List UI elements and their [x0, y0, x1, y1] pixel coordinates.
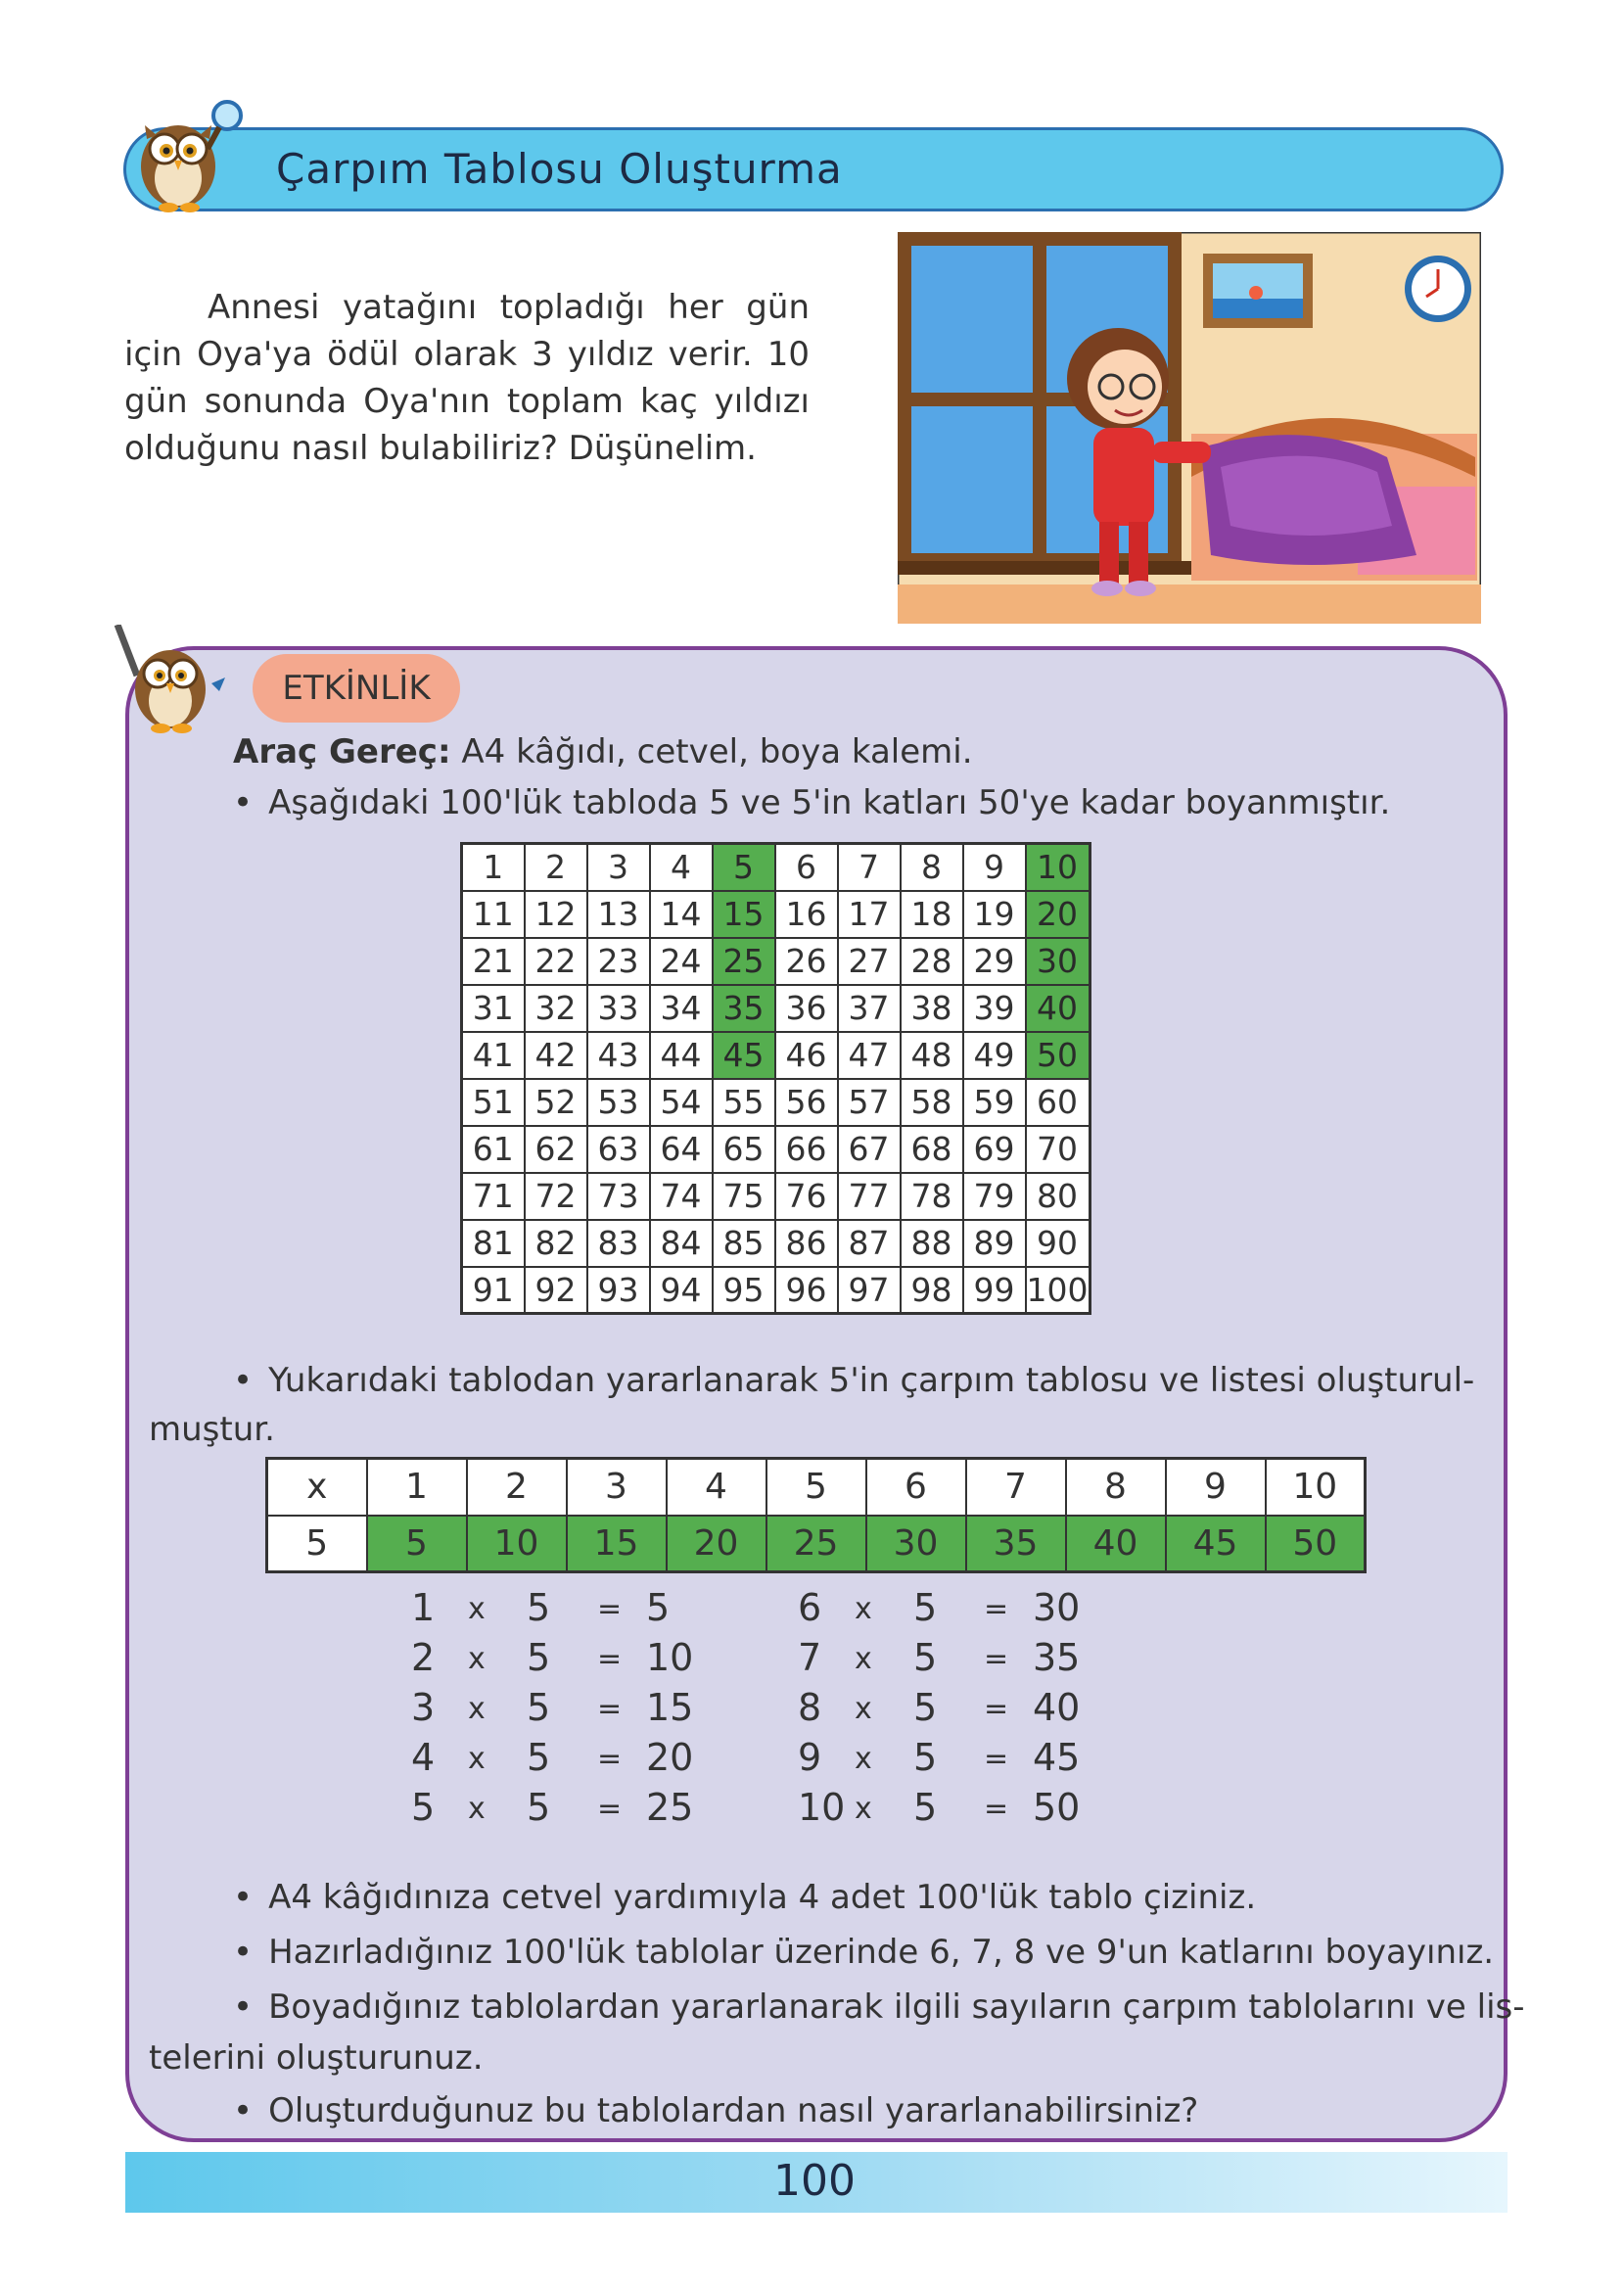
equation-factor: 7: [798, 1636, 822, 1679]
hundred-grid-cell: 68: [901, 1126, 963, 1173]
hundred-grid-cell: 87: [838, 1220, 901, 1267]
equals-symbol: =: [597, 1642, 623, 1676]
hundred-grid-row: [462, 1079, 1090, 1126]
hundred-grid-cell: 79: [963, 1173, 1026, 1220]
bullet-text: Yukarıdaki tablodan yararlanarak 5'in çarpım tablosu ve listesi oluşturul-: [268, 1361, 1475, 1400]
hundred-grid-cell: 38: [901, 985, 963, 1032]
multiplication-equation: [798, 1686, 1091, 1733]
equation-result: 40: [1033, 1686, 1081, 1729]
hundred-grid-cell: 70: [1026, 1126, 1090, 1173]
hundred-grid-cell: 47: [838, 1032, 901, 1079]
hundred-grid-cell: 82: [525, 1220, 587, 1267]
equation-factor: 5: [527, 1636, 551, 1679]
multiplication-equation: [411, 1586, 705, 1633]
hundred-grid-cell: 52: [525, 1079, 587, 1126]
times-table-header-cell: 3: [567, 1459, 667, 1516]
times-table-header-cell: 4: [667, 1459, 766, 1516]
times-table-result-cell: 45: [1166, 1516, 1266, 1572]
hundred-grid-cell: 75: [713, 1173, 775, 1220]
hundred-grid-cell: 8: [901, 844, 963, 891]
equals-symbol: =: [984, 1792, 1009, 1826]
equation-factor: 5: [527, 1786, 551, 1829]
times-table-result-cell: 20: [667, 1516, 766, 1572]
owl-pointer-icon: [110, 625, 237, 734]
equation-result: 5: [646, 1586, 671, 1629]
bullet-text: Boyadığınız tablolardan yararlanarak ilgili sayıların çarpım tablolarını ve lis-: [268, 1987, 1525, 2027]
hundred-grid-cell: 94: [650, 1267, 713, 1314]
hundred-grid-cell: 40: [1026, 985, 1090, 1032]
times-table-result-cell: 15: [567, 1516, 667, 1572]
hundred-grid-cell: 62: [525, 1126, 587, 1173]
hundred-grid-cell: 32: [525, 985, 587, 1032]
times-table-header-cell: 8: [1066, 1459, 1166, 1516]
hundred-grid-cell: 88: [901, 1220, 963, 1267]
times-symbol: x: [468, 1692, 486, 1726]
materials-label: Araç Gereç:: [233, 732, 451, 771]
hundred-grid-cell: 14: [650, 891, 713, 938]
hundred-grid-cell: 56: [775, 1079, 838, 1126]
hundred-grid-cell: 90: [1026, 1220, 1090, 1267]
hundred-grid-cell: 78: [901, 1173, 963, 1220]
equation-result: 20: [646, 1736, 694, 1779]
hundred-grid-cell: 4: [650, 844, 713, 891]
times-symbol: x: [855, 1792, 872, 1826]
hundred-grid-cell: 6: [775, 844, 838, 891]
hundred-grid-cell: 13: [587, 891, 650, 938]
times-table-result-cell: 30: [866, 1516, 966, 1572]
hundred-grid-cell: 16: [775, 891, 838, 938]
hundred-grid-cell: 41: [462, 1032, 525, 1079]
equation-factor: 6: [798, 1586, 822, 1629]
hundred-grid-cell: 44: [650, 1032, 713, 1079]
equation-result: 30: [1033, 1586, 1081, 1629]
equation-factor: 2: [411, 1636, 436, 1679]
hundred-grid-row: [462, 1173, 1090, 1220]
times-table-result-cell: 35: [966, 1516, 1066, 1572]
hundred-grid-cell: 25: [713, 938, 775, 985]
equation-factor: 5: [913, 1686, 938, 1729]
girl-making-bed-illustration: [898, 232, 1481, 624]
times-symbol: x: [855, 1692, 872, 1726]
bullet-text: A4 kâğıdınıza cetvel yardımıyla 4 adet 100'lük tablo çiziniz.: [268, 1878, 1257, 1917]
hundred-grid-cell: 76: [775, 1173, 838, 1220]
hundred-grid-row: [462, 844, 1090, 891]
equation-result: 35: [1033, 1636, 1081, 1679]
hundred-grid-cell: 80: [1026, 1173, 1090, 1220]
equation-factor: 5: [913, 1786, 938, 1829]
times-table-result-cell: 40: [1066, 1516, 1166, 1572]
hundred-grid-cell: 48: [901, 1032, 963, 1079]
times-table-header-cell: 1: [367, 1459, 467, 1516]
multiplication-equation: [411, 1636, 705, 1683]
multiplication-equation: [798, 1636, 1091, 1683]
hundred-grid-cell: 92: [525, 1267, 587, 1314]
hundred-grid-cell: 69: [963, 1126, 1026, 1173]
hundred-grid-row: [462, 1267, 1090, 1314]
intro-paragraph: [124, 284, 810, 472]
hundred-grid-cell: 36: [775, 985, 838, 1032]
hundred-grid-cell: 59: [963, 1079, 1026, 1126]
times-table-header-cell: 10: [1266, 1459, 1366, 1516]
equation-factor: 5: [913, 1586, 938, 1629]
bullet-question: [233, 2091, 1198, 2130]
hundred-grid-cell: 51: [462, 1079, 525, 1126]
equation-factor: 5: [411, 1786, 436, 1829]
equals-symbol: =: [984, 1592, 1009, 1626]
hundred-grid-cell: 74: [650, 1173, 713, 1220]
hundred-grid-cell: 18: [901, 891, 963, 938]
hundred-grid-cell: 55: [713, 1079, 775, 1126]
hundred-grid-cell: 58: [901, 1079, 963, 1126]
hundred-grid-cell: 73: [587, 1173, 650, 1220]
hundred-grid-cell: 84: [650, 1220, 713, 1267]
hundred-grid-cell: 99: [963, 1267, 1026, 1314]
page-number: 100: [773, 2156, 856, 2206]
activity-badge: ETKİNLİK: [253, 654, 460, 723]
hundred-grid-cell: 2: [525, 844, 587, 891]
bullet-color-multiples: [233, 1933, 1494, 1972]
equals-symbol: =: [984, 1742, 1009, 1776]
bullet-create-lists: [233, 1987, 1525, 2027]
hundred-grid-cell: 49: [963, 1032, 1026, 1079]
bullet-times-table-intro-cont: muştur.: [149, 1410, 275, 1449]
hundred-grid-cell: 65: [713, 1126, 775, 1173]
multiplication-equation: [411, 1686, 705, 1733]
times-table-multiplier-cell: 5: [267, 1516, 367, 1572]
hundred-grid-cell: 81: [462, 1220, 525, 1267]
hundred-grid-cell: 21: [462, 938, 525, 985]
hundred-grid-cell: 43: [587, 1032, 650, 1079]
hundred-grid-cell: 26: [775, 938, 838, 985]
hundred-grid-cell: 35: [713, 985, 775, 1032]
hundred-grid-cell: 20: [1026, 891, 1090, 938]
equation-factor: 5: [527, 1736, 551, 1779]
hundred-grid-cell: 30: [1026, 938, 1090, 985]
hundred-grid-cell: 83: [587, 1220, 650, 1267]
times-table-header-cell: x: [267, 1459, 367, 1516]
equation-factor: 5: [913, 1636, 938, 1679]
equation-factor: 4: [411, 1736, 436, 1779]
hundred-grid-cell: 5: [713, 844, 775, 891]
times-symbol: x: [468, 1742, 486, 1776]
multiplication-equation: [798, 1736, 1091, 1783]
equals-symbol: =: [597, 1742, 623, 1776]
hundred-grid-cell: 27: [838, 938, 901, 985]
times-symbol: x: [468, 1642, 486, 1676]
hundred-grid-cell: 98: [901, 1267, 963, 1314]
hundred-grid-cell: 77: [838, 1173, 901, 1220]
hundred-grid-cell: 57: [838, 1079, 901, 1126]
hundred-grid-cell: 3: [587, 844, 650, 891]
times-symbol: x: [855, 1642, 872, 1676]
hundred-grid-cell: 54: [650, 1079, 713, 1126]
hundred-grid-cell: 9: [963, 844, 1026, 891]
bullet-create-lists-cont: telerini oluşturunuz.: [149, 2038, 484, 2078]
hundred-grid-cell: 61: [462, 1126, 525, 1173]
hundred-grid-cell: 7: [838, 844, 901, 891]
bullet-text: Oluşturduğunuz bu tablolardan nasıl yararlanabilirsiniz?: [268, 2091, 1199, 2130]
times-symbol: x: [855, 1742, 872, 1776]
times-table-result-cell: 50: [1266, 1516, 1366, 1572]
hundred-grid-cell: 67: [838, 1126, 901, 1173]
hundred-grid-row: [462, 1220, 1090, 1267]
times-table-result-row: [267, 1516, 1366, 1572]
hundred-grid-cell: 31: [462, 985, 525, 1032]
equation-factor: 5: [913, 1736, 938, 1779]
bullet-times-table-intro: [233, 1361, 1474, 1400]
equation-result: 45: [1033, 1736, 1081, 1779]
times-table-header-cell: 6: [866, 1459, 966, 1516]
times-table-result-cell: 25: [766, 1516, 866, 1572]
equation-result: 25: [646, 1786, 694, 1829]
bullet-text: Hazırladığınız 100'lük tablolar üzerinde 6, 7, 8 ve 9'un katlarını boyayınız.: [268, 1933, 1495, 1972]
times-table: [265, 1457, 1367, 1573]
page-title: Çarpım Tablosu Oluşturma: [276, 145, 843, 193]
hundred-grid-row: [462, 938, 1090, 985]
bullet-text: Aşağıdaki 100'lük tabloda 5 ve 5'in katları 50'ye kadar boyanmıştır.: [268, 783, 1391, 822]
equation-result: 10: [646, 1636, 694, 1679]
equation-result: 50: [1033, 1786, 1081, 1829]
hundred-grid-cell: 46: [775, 1032, 838, 1079]
bullet-draw-tables: [233, 1878, 1256, 1917]
hundred-grid-row: [462, 1126, 1090, 1173]
hundred-grid-cell: 85: [713, 1220, 775, 1267]
hundred-grid-cell: 63: [587, 1126, 650, 1173]
hundred-grid-cell: 91: [462, 1267, 525, 1314]
equals-symbol: =: [597, 1792, 623, 1826]
equals-symbol: =: [597, 1592, 623, 1626]
hundred-grid-cell: 50: [1026, 1032, 1090, 1079]
hundred-grid-cell: 17: [838, 891, 901, 938]
equation-factor: 3: [411, 1686, 436, 1729]
hundred-grid-cell: 22: [525, 938, 587, 985]
hundred-grid-cell: 96: [775, 1267, 838, 1314]
multiplication-equation: [798, 1786, 1091, 1833]
equation-factor: 1: [411, 1586, 436, 1629]
equals-symbol: =: [984, 1642, 1009, 1676]
multiplication-equation: [411, 1786, 705, 1833]
hundred-grid-cell: 37: [838, 985, 901, 1032]
hundred-grid-cell: 93: [587, 1267, 650, 1314]
times-table-result-cell: 5: [367, 1516, 467, 1572]
hundred-grid-cell: 15: [713, 891, 775, 938]
hundred-grid-cell: 12: [525, 891, 587, 938]
equals-symbol: =: [984, 1692, 1009, 1726]
equation-result: 15: [646, 1686, 694, 1729]
hundred-grid-cell: 42: [525, 1032, 587, 1079]
hundred-grid-cell: 24: [650, 938, 713, 985]
multiplication-equation: [411, 1736, 705, 1783]
hundred-grid-cell: 72: [525, 1173, 587, 1220]
times-table-header-cell: 5: [766, 1459, 866, 1516]
equation-factor: 5: [527, 1586, 551, 1629]
times-table-header-cell: 9: [1166, 1459, 1266, 1516]
hundred-grid-cell: 29: [963, 938, 1026, 985]
hundred-grid: [460, 842, 1091, 1315]
hundred-grid-cell: 39: [963, 985, 1026, 1032]
times-symbol: x: [468, 1592, 486, 1626]
multiplication-equation: [798, 1586, 1091, 1633]
equation-factor: 8: [798, 1686, 822, 1729]
times-table-header-cell: 7: [966, 1459, 1066, 1516]
hundred-grid-cell: 33: [587, 985, 650, 1032]
hundred-grid-cell: 71: [462, 1173, 525, 1220]
hundred-grid-cell: 11: [462, 891, 525, 938]
hundred-grid-cell: 89: [963, 1220, 1026, 1267]
equation-factor: 5: [527, 1686, 551, 1729]
hundred-grid-cell: 53: [587, 1079, 650, 1126]
hundred-grid-cell: 97: [838, 1267, 901, 1314]
materials-line: [233, 732, 973, 771]
equation-factor: 10: [798, 1786, 846, 1829]
hundred-grid-cell: 95: [713, 1267, 775, 1314]
hundred-grid-cell: 66: [775, 1126, 838, 1173]
materials-text: A4 kâğıdı, cetvel, boya kalemi.: [461, 732, 973, 771]
owl-magnifier-icon: [117, 88, 255, 215]
hundred-grid-cell: 28: [901, 938, 963, 985]
times-symbol: x: [855, 1592, 872, 1626]
times-symbol: x: [468, 1792, 486, 1826]
hundred-grid-cell: 34: [650, 985, 713, 1032]
hundred-grid-cell: 64: [650, 1126, 713, 1173]
hundred-grid-row: [462, 985, 1090, 1032]
hundred-grid-cell: 60: [1026, 1079, 1090, 1126]
intro-text: Annesi yatağını topladığı her gün için Oya'ya ödül olarak 3 yıldız verir. 10 gün sonunda Oya'nın toplam kaç yıldızı olduğunu nasıl bulabiliriz? Düşünelim.: [124, 288, 810, 468]
hundred-grid-cell: 10: [1026, 844, 1090, 891]
times-table-header-cell: 2: [467, 1459, 567, 1516]
times-table-header-row: [267, 1459, 1366, 1516]
hundred-grid-cell: 100: [1026, 1267, 1090, 1314]
hundred-grid-row: [462, 891, 1090, 938]
hundred-grid-cell: 19: [963, 891, 1026, 938]
equation-factor: 9: [798, 1736, 822, 1779]
hundred-grid-cell: 1: [462, 844, 525, 891]
times-table-result-cell: 10: [467, 1516, 567, 1572]
equals-symbol: =: [597, 1692, 623, 1726]
hundred-grid-cell: 45: [713, 1032, 775, 1079]
bullet-hundred-table: [233, 783, 1390, 822]
hundred-grid-cell: 23: [587, 938, 650, 985]
hundred-grid-row: [462, 1032, 1090, 1079]
hundred-grid-cell: 86: [775, 1220, 838, 1267]
